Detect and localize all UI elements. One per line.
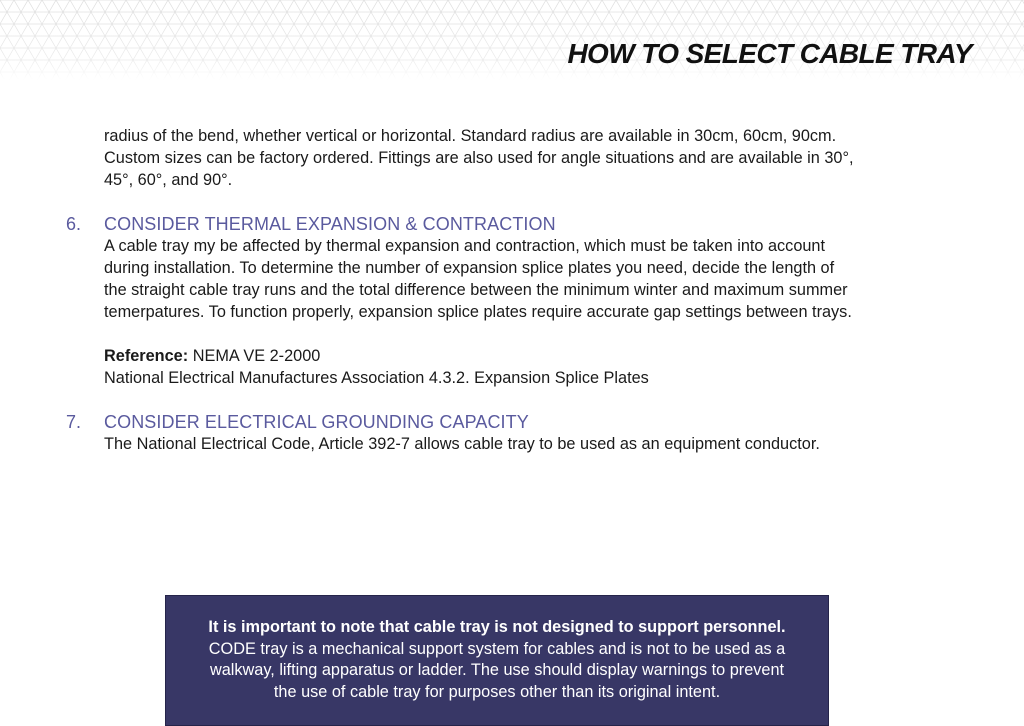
notice-line: walkway, lifting apparatus or ladder. The use should display warnings to prevent [209, 661, 785, 679]
reference-value: NEMA VE 2-2000 [188, 347, 321, 365]
page-title: HOW TO SELECT CABLE TRAY [567, 38, 972, 69]
section-heading: CONSIDER THERMAL EXPANSION & CONTRACTION [104, 214, 556, 234]
notice-line: the use of cable tray for purposes other than its original intent. [273, 682, 721, 701]
reference-block [104, 345, 974, 389]
main-content [66, 125, 974, 455]
section-line: The National Electrical Code, Article 392-7 allows cable tray to be used as an equipment conductor. [104, 435, 820, 453]
intro-line: 45°, 60°, and 90°. [104, 171, 233, 189]
section-heading: CONSIDER ELECTRICAL GROUNDING CAPACITY [104, 412, 529, 432]
notice-headline: It is important to note that cable tray is not designed to support personnel. [208, 618, 786, 636]
intro-paragraph [104, 125, 974, 191]
section-number: 6. [66, 214, 82, 234]
section-line: during installation. To determine the number of expansion splice plates you need, decide the length of [104, 259, 835, 277]
section-electrical-grounding [66, 411, 974, 455]
notice-line: CODE tray is a mechanical support system for cables and is not to be used as a [208, 639, 786, 658]
safety-notice-box [165, 595, 829, 726]
section-line: temerpatures. To function properly, expansion splice plates require accurate gap settings between trays. [104, 303, 852, 321]
section-number: 7. [66, 412, 82, 432]
section-body [104, 433, 974, 455]
section-thermal-expansion [66, 213, 974, 323]
reference-label: Reference: [104, 347, 189, 365]
intro-line: Custom sizes can be factory ordered. Fittings are also used for angle situations and are available in 30°, [104, 149, 854, 167]
reference-detail: National Electrical Manufactures Association 4.3.2. Expansion Splice Plates [104, 369, 649, 387]
section-body [104, 235, 974, 323]
intro-line: radius of the bend, whether vertical or horizontal. Standard radius are available in 30cm, 60cm, 90cm. [104, 127, 837, 145]
section-line: A cable tray my be affected by thermal expansion and contraction, which must be taken into account [104, 237, 826, 255]
section-line: the straight cable tray runs and the total difference between the minimum winter and maximum summer [104, 281, 848, 299]
